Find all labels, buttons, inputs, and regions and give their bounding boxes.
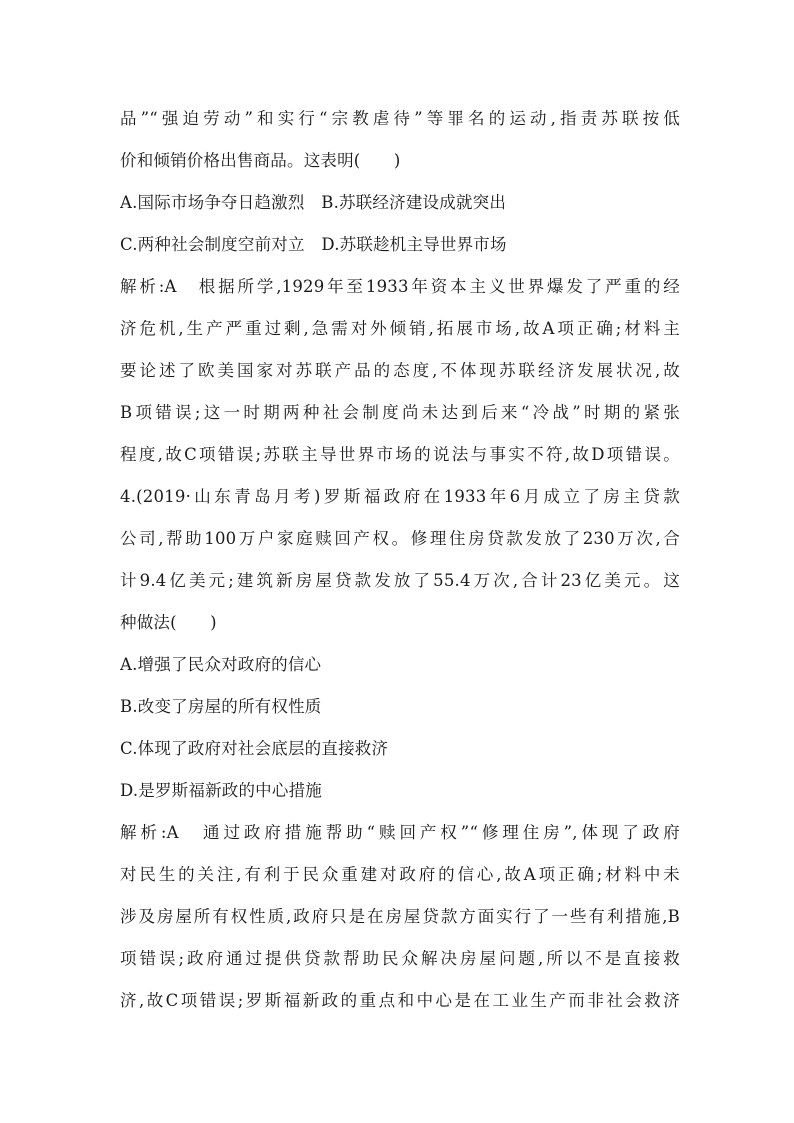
q4-analysis-line: 对民生的关注,有利于民众重建对政府的信心,故A项正确;材料中未	[120, 865, 680, 884]
q4-option-b: B.改变了房屋的所有权性质	[120, 697, 322, 716]
q3-stem-line: 品”“强迫劳动”和实行“宗教虐待”等罪名的运动,指责苏联按低	[120, 109, 680, 128]
q3-option-line: C.两种社会制度空前对立 D.苏联趁机主导世界市场	[120, 235, 507, 254]
q4-analysis-line: 涉及房屋所有权性质,政府只是在房屋贷款方面实行了一些有利措施,B	[120, 907, 680, 926]
document-page	[120, 98, 680, 1022]
q4-analysis-line: 解析:A 通过政府措施帮助“赎回产权”“修理住房”,体现了政府	[120, 823, 680, 842]
q3-analysis-line: 解析:A 根据所学,1929年至1933年资本主义世界爆发了严重的经	[120, 277, 680, 296]
q3-option-line: A.国际市场争夺日趋激烈 B.苏联经济建设成就突出	[120, 193, 507, 212]
q4-option-a: A.增强了民众对政府的信心	[120, 655, 322, 674]
q4-stem-line: 种做法( )	[120, 613, 217, 632]
q4-analysis-line: 济,故C项错误;罗斯福新政的重点和中心是在工业生产而非社会救济	[120, 991, 680, 1010]
q4-stem-line: 计9.4亿美元;建筑新房屋贷款发放了55.4万次,合计23亿美元。这	[120, 571, 680, 590]
q4-option-d: D.是罗斯福新政的中心措施	[120, 781, 322, 800]
q4-option-c: C.体现了政府对社会底层的直接救济	[120, 739, 389, 758]
q3-analysis-line: 济危机,生产严重过剩,急需对外倾销,拓展市场,故A项正确;材料主	[120, 319, 680, 338]
q4-analysis-line: 项错误;政府通过提供贷款帮助民众解决房屋问题,所以不是直接救	[120, 949, 680, 968]
q4-stem-line: 公司,帮助100万户家庭赎回产权。修理住房贷款发放了230万次,合	[120, 529, 680, 548]
q3-analysis-line: B项错误;这一时期两种社会制度尚未达到后来“冷战”时期的紧张	[120, 403, 680, 422]
q3-analysis-line: 程度,故C项错误;苏联主导世界市场的说法与事实不符,故D项错误。	[120, 445, 680, 464]
q4-stem-line: 4.(2019·山东青岛月考)罗斯福政府在1933年6月成立了房主贷款	[120, 487, 680, 506]
q3-analysis-line: 要论述了欧美国家对苏联产品的态度,不体现苏联经济发展状况,故	[120, 361, 680, 380]
q3-stem-line: 价和倾销价格出售商品。这表明( )	[120, 151, 401, 170]
